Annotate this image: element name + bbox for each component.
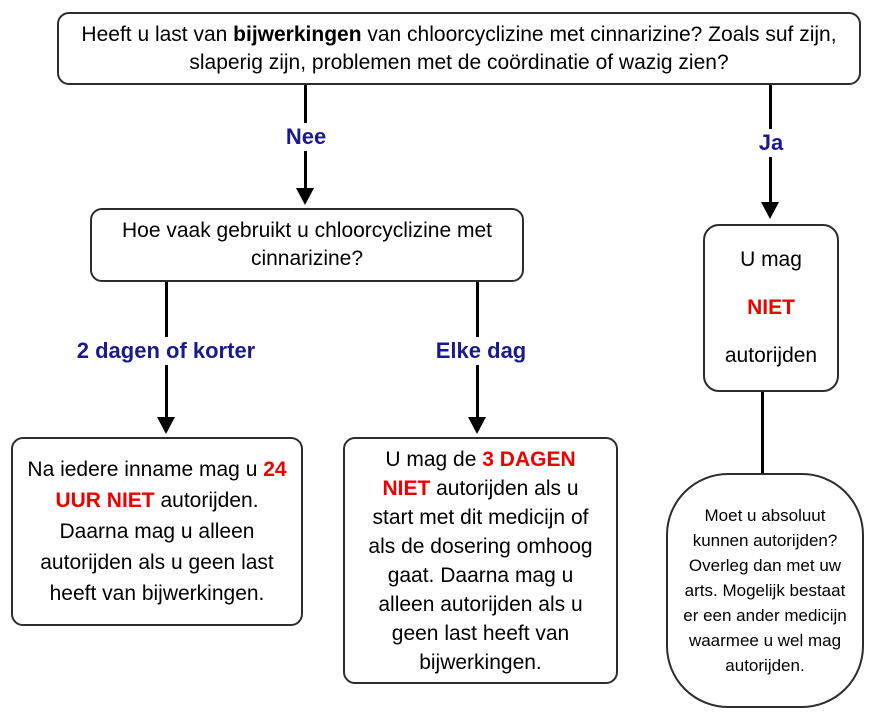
- result-short-use-text: Na iedere inname mag u 24 UUR NIET autorijden. Daarna mag u alleen autorijden als u geen last heeft van bijwerkingen.: [27, 458, 287, 605]
- advice-text: Moet u absoluut kunnen autorijden? Overleg dan met uw arts. Mogelijk bestaat er een ander medicijn waarmee u wel mag autorijden.: [683, 506, 847, 675]
- warning-3-dagen-niet: 3 DAGEN NIET: [382, 447, 576, 500]
- arrow-down-icon: [761, 202, 779, 219]
- arrow-down-icon: [157, 417, 175, 434]
- edge-label-nee: Nee: [279, 123, 333, 151]
- edge-label-every-day: Elke dag: [429, 337, 533, 365]
- question-frequency-text: Hoe vaak gebruikt u chloorcyclizine met cinnarizine?: [121, 219, 492, 270]
- node-question-frequency: [90, 208, 524, 282]
- no-driving-line2: autorijden: [724, 344, 818, 367]
- edge-label-two-days: 2 dagen of korter: [70, 337, 262, 365]
- node-result-no-driving: [703, 224, 839, 392]
- node-result-daily-use: [343, 437, 618, 684]
- node-question-side-effects: [57, 12, 861, 85]
- node-advice-consult-doctor: [666, 473, 864, 708]
- no-driving-line1: U mag: [740, 248, 802, 271]
- edge-label-ja: Ja: [752, 129, 790, 157]
- node-result-short-use: [11, 437, 303, 626]
- warning-24-uur-niet: 24 UUR NIET: [55, 458, 287, 512]
- arrow-down-icon: [468, 417, 486, 434]
- arrow-down-icon: [296, 188, 314, 205]
- warning-niet: NIET: [747, 296, 795, 319]
- connector-line: [761, 392, 764, 473]
- result-daily-use-text: U mag de 3 DAGEN NIET autorijden als u start met dit medicijn of als de dosering omhoog gaat. Daarna mag u alleen autorijden als u geen last heeft van bijwerkingen.: [368, 447, 593, 674]
- question-side-effects-text: Heeft u last van bijwerkingen van chloorcyclizine met cinnarizine? Zoals suf zijn, slaperig zijn, problemen met de coördinatie of wazig zien?: [81, 22, 837, 74]
